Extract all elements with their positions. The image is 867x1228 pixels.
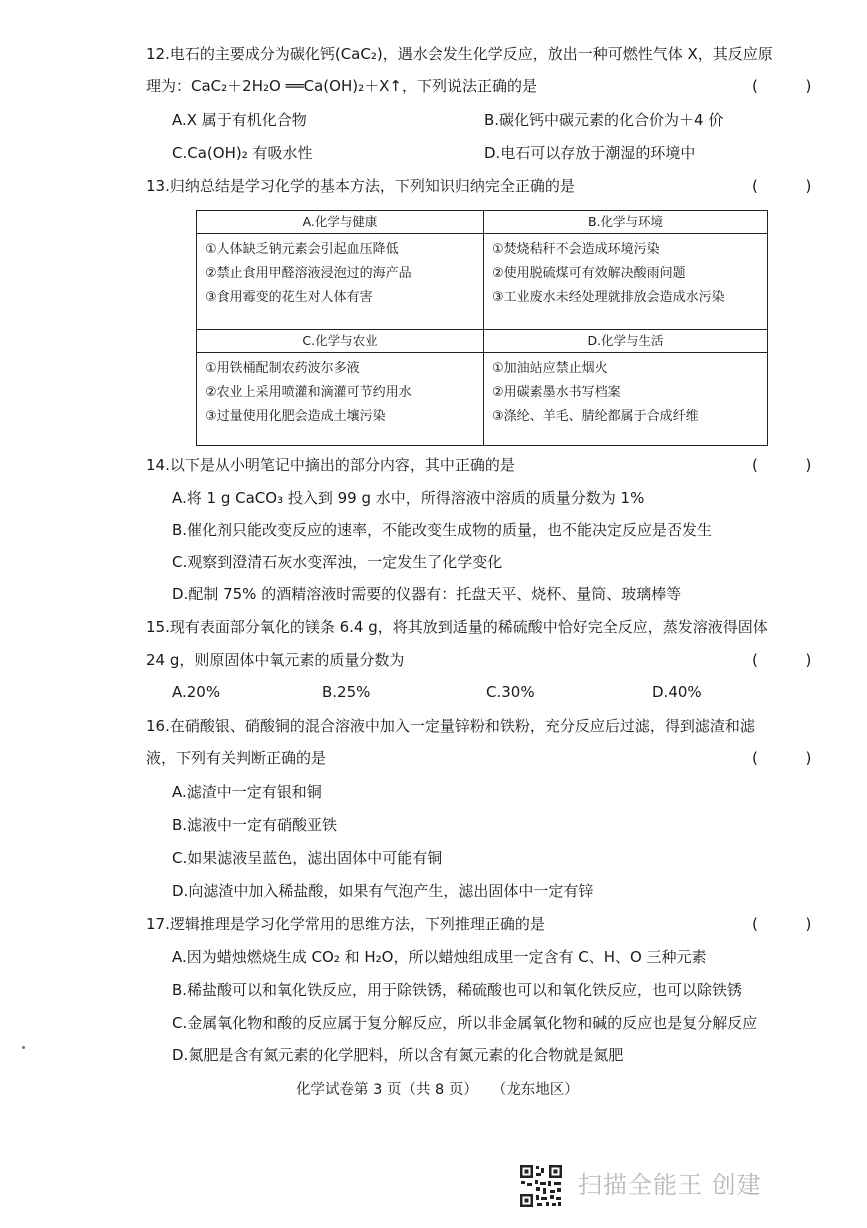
- q12-stem-line1: 12.电石的主要成分为碳化钙(CaC₂)，遇水会发生化学反应，放出一种可燃性气体 X，其反应原: [146, 45, 773, 63]
- q16-answer-bracket: ( ): [752, 749, 812, 767]
- q17-option-b: B.稀盐酸可以和氧化铁反应，用于除铁锈，稀硫酸也可以和氧化铁反应，也可以除铁锈: [172, 981, 743, 999]
- table-cell-b-item-1: ①焚烧秸秆不会造成环境污染: [492, 242, 660, 257]
- table-cell-c: [197, 330, 483, 445]
- q16-stem-line1: 16.在硝酸银、硝酸铜的混合溶液中加入一定量锌粉和铁粉，充分反应后过滤，得到滤渣和滤: [146, 717, 755, 735]
- table-cell-d-header: D.化学与生活: [484, 330, 767, 353]
- q12-answer-bracket: ( ): [752, 77, 812, 95]
- q16-option-d: D.向滤渣中加入稀盐酸，如果有气泡产生，滤出固体中一定有锌: [172, 882, 594, 900]
- q17-option-d: D.氮肥是含有氮元素的化学肥料，所以含有氮元素的化合物就是氮肥: [172, 1046, 624, 1064]
- margin-dot: [22, 1046, 25, 1049]
- q16-option-a: A.滤渣中一定有银和铜: [172, 783, 322, 801]
- qr-code-icon: [519, 1164, 563, 1208]
- q16-stem-line2: 液，下列有关判断正确的是: [146, 749, 327, 767]
- table-cell-a: [197, 211, 483, 329]
- q12-stem-line2: 理为：CaC₂＋2H₂O ══Ca(OH)₂＋X↑，下列说法正确的是: [146, 77, 537, 95]
- q14-option-d: D.配制 75% 的酒精溶液时需要的仪器有：托盘天平、烧杯、量筒、玻璃棒等: [172, 585, 682, 603]
- q15-stem-line1: 15.现有表面部分氧化的镁条 6.4 g，将其放到适量的稀硫酸中恰好完全反应，蒸发溶液得固体: [146, 618, 768, 636]
- q17-stem: 17.逻辑推理是学习化学常用的思维方法，下列推理正确的是: [146, 915, 545, 933]
- table-cell-a-item-3: ③食用霉变的花生对人体有害: [205, 290, 373, 305]
- q17-option-c: C.金属氧化物和酸的反应属于复分解反应，所以非金属氧化物和碱的反应也是复分解反应: [172, 1014, 758, 1032]
- table-cell-c-item-2: ②农业上采用喷灌和滴灌可节约用水: [205, 385, 412, 400]
- q15-answer-bracket: ( ): [752, 651, 812, 669]
- table-cell-c-item-3: ③过量使用化肥会造成土壤污染: [205, 409, 386, 424]
- q14-answer-bracket: ( ): [752, 456, 812, 474]
- q13-stem: 13.归纳总结是学习化学的基本方法，下列知识归纳完全正确的是: [146, 177, 575, 195]
- q14-option-c: C.观察到澄清石灰水变浑浊，一定发生了化学变化: [172, 553, 503, 571]
- q17-option-a: A.因为蜡烛燃烧生成 CO₂ 和 H₂O，所以蜡烛组成里一定含有 C、H、O 三种元素: [172, 948, 707, 966]
- q12-option-d: D.电石可以存放于潮湿的环境中: [484, 144, 696, 162]
- q15-option-a: A.20%: [172, 683, 221, 701]
- q12-option-c: C.Ca(OH)₂ 有吸水性: [172, 144, 313, 162]
- q14-option-b: B.催化剂只能改变反应的速率，不能改变生成物的质量，也不能决定反应是否发生: [172, 521, 713, 539]
- table-cell-b: [484, 211, 767, 329]
- q17-answer-bracket: ( ): [752, 915, 812, 933]
- q15-option-c: C.30%: [486, 683, 535, 701]
- table-cell-d-item-1: ①加油站应禁止烟火: [492, 361, 608, 376]
- table-cell-d: [484, 330, 767, 445]
- table-cell-c-header: C.化学与农业: [197, 330, 483, 353]
- table-cell-a-item-2: ②禁止食用甲醛溶液浸泡过的海产品: [205, 266, 412, 281]
- table-cell-a-item-1: ①人体缺乏钠元素会引起血压降低: [205, 242, 399, 257]
- q12-option-b: B.碳化钙中碳元素的化合价为＋4 价: [484, 111, 724, 129]
- table-cell-b-header: B.化学与环境: [484, 211, 767, 234]
- table-cell-b-item-3: ③工业废水未经处理就排放会造成水污染: [492, 290, 725, 305]
- q15-option-b: B.25%: [322, 683, 371, 701]
- q16-option-b: B.滤液中一定有硝酸亚铁: [172, 816, 338, 834]
- q13-knowledge-table: [196, 210, 768, 446]
- q14-stem: 14.以下是从小明笔记中摘出的部分内容，其中正确的是: [146, 456, 515, 474]
- q15-option-d: D.40%: [652, 683, 702, 701]
- q13-answer-bracket: ( ): [752, 177, 812, 195]
- q14-option-a: A.将 1 g CaCO₃ 投入到 99 g 水中，所得溶液中溶质的质量分数为 1%: [172, 489, 645, 507]
- table-cell-d-item-3: ③涤纶、羊毛、腈纶都属于合成纤维: [492, 409, 699, 424]
- q16-option-c: C.如果滤液呈蓝色，滤出固体中可能有铜: [172, 849, 443, 867]
- table-cell-a-header: A.化学与健康: [197, 211, 483, 234]
- q15-stem-line2: 24 g，则原固体中氧元素的质量分数为: [146, 651, 405, 669]
- scanner-watermark: 扫描全能王 创建: [578, 1171, 762, 1199]
- q12-option-a: A.X 属于有机化合物: [172, 111, 307, 129]
- table-cell-d-item-2: ②用碳素墨水书写档案: [492, 385, 621, 400]
- page-footer: 化学试卷第 3 页（共 8 页） （龙东地区）: [296, 1082, 579, 1098]
- table-cell-c-item-1: ①用铁桶配制农药波尔多液: [205, 361, 360, 376]
- table-cell-b-item-2: ②使用脱硫煤可有效解决酸雨问题: [492, 266, 686, 281]
